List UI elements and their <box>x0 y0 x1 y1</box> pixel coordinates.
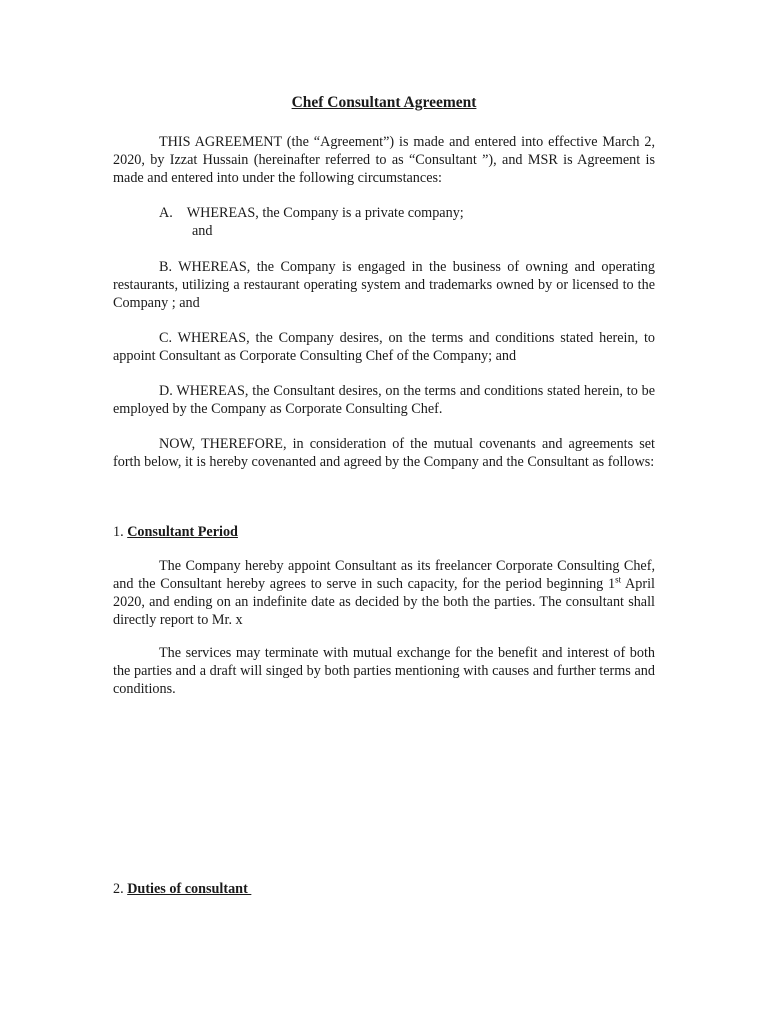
recital-a <box>159 204 639 240</box>
recital-a-text: WHEREAS, the Company is a private company; <box>186 205 464 221</box>
ordinal-superscript: st <box>615 574 622 585</box>
section-1-heading <box>113 523 238 541</box>
section-1-paragraph-1 <box>113 557 655 629</box>
recital-c: C. WHEREAS, the Company desires, on the terms and conditions stated herein, to appoint Consultant as Corporate Consulting Chef of the Company; and <box>113 330 655 364</box>
section-2-number: 2. <box>113 881 124 897</box>
recital-d: D. WHEREAS, the Consultant desires, on the terms and conditions stated herein, to be employed by the Company as Corporate Consulting Chef. <box>113 383 655 417</box>
section-1-title: Consultant Period <box>127 524 238 540</box>
section-1-number: 1. <box>113 524 124 540</box>
section-1-para1-end: April 2020, and ending on an indefinite date as decided by the both the parties. The consultant shall directly report to Mr. x <box>113 576 655 628</box>
recital-b: B. WHEREAS, the Company is engaged in the business of owning and operating restaurants, utilizing a restaurant operating system and trademarks owned by or licensed to the Company ; and <box>113 259 655 311</box>
intro-paragraph: THIS AGREEMENT (the “Agreement”) is made and entered into effective March 2, 2020, by Izzat Hussain (hereinafter referred to as “Consultant ”), and MSR is Agreement is made and entered into under the following circumstances: <box>113 134 655 186</box>
recital-a-label: A. <box>159 205 173 221</box>
now-therefore-paragraph: NOW, THEREFORE, in consideration of the mutual covenants and agreements set forth below, it is hereby covenanted and agreed by the Company and the Consultant as follows: <box>113 436 655 470</box>
document-title: Chef Consultant Agreement <box>291 94 477 111</box>
section-1-para1-start: The Company hereby appoint Consultant as its freelancer Corporate Consulting Chef, and the Consultant hereby agrees to serve in such capacity, for the period beginning 1 <box>113 558 655 592</box>
section-2-title: Duties of consultant <box>127 881 252 897</box>
section-1-paragraph-2: The services may terminate with mutual exchange for the benefit and interest of both the parties and a draft will singed by both parties mentioning with causes and further terms and conditions. <box>113 645 655 697</box>
recital-a-continuation: and <box>192 223 213 239</box>
section-2-heading <box>113 880 251 898</box>
